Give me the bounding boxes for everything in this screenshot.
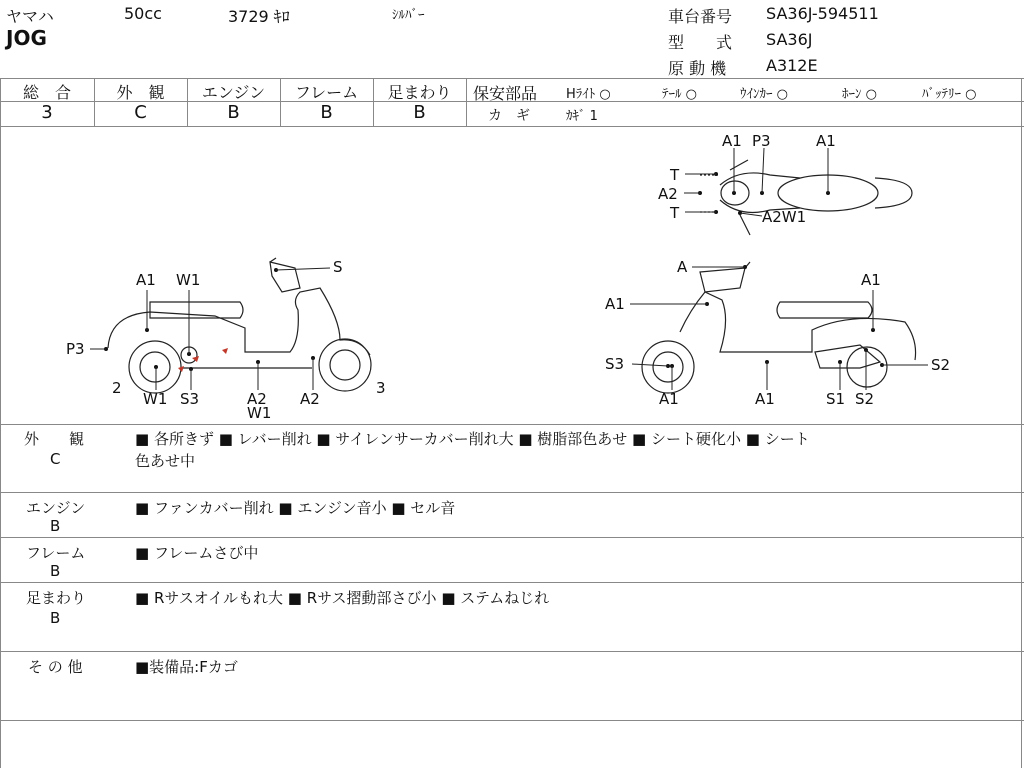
diag-label: S1	[826, 390, 846, 408]
section-exterior-text: ■ 各所きず ■ レバー削れ ■ サイレンサーカバー削れ大 ■ 樹脂部色あせ ■ シート硬化小 ■ シート	[135, 430, 810, 448]
diag-label: A1	[755, 390, 775, 408]
safety-title: 保安部品	[473, 84, 538, 103]
grade-suspension-label: 足まわり	[387, 83, 452, 102]
section-exterior-text2: 色あせ中	[135, 452, 196, 470]
section-exterior-label: 外 観	[24, 430, 85, 448]
diag-label: A1	[136, 271, 156, 289]
grade-overall-label: 総 合	[22, 83, 71, 102]
divider	[466, 78, 467, 126]
diag-label: P3	[66, 340, 85, 358]
diag-label: A2W1	[762, 208, 807, 226]
grade-frame-value: B	[320, 102, 333, 123]
diag-label: A1	[605, 295, 625, 313]
diag-label: A1	[816, 132, 836, 150]
section-other-label: そ の 他	[28, 658, 83, 676]
diag-label: S3	[180, 390, 200, 408]
diag-label: A1	[722, 132, 742, 150]
safety-battery: ﾊﾞｯﾃﾘｰ ○	[922, 87, 977, 102]
section-suspension-label: 足まわり	[26, 589, 87, 607]
grade-engine-value: B	[227, 102, 240, 123]
divider	[0, 424, 1024, 425]
divider	[0, 720, 1024, 721]
divider	[0, 492, 1024, 493]
section-frame-grade: B	[50, 562, 61, 580]
damage-diagram	[0, 126, 1024, 426]
type-label: 型 式	[668, 33, 733, 52]
diag-label: 2	[112, 379, 122, 397]
diag-label: S2	[855, 390, 875, 408]
divider	[0, 582, 1024, 583]
section-exterior-grade: C	[50, 450, 61, 468]
diag-label: T	[670, 166, 680, 184]
section-suspension-grade: B	[50, 609, 61, 627]
color: ｼﾙﾊﾞｰ	[392, 8, 425, 23]
grade-exterior-value: C	[134, 102, 147, 123]
diag-label: A	[677, 258, 688, 276]
section-other-text: ■装備品:Fカゴ	[135, 658, 238, 676]
section-engine-grade: B	[50, 517, 61, 535]
engine-value: A312E	[766, 56, 818, 75]
section-frame-text: ■ フレームさび中	[135, 544, 259, 562]
mileage: 3729 ｷﾛ	[228, 7, 290, 26]
diag-label: A1	[659, 390, 679, 408]
diag-label: P3	[752, 132, 771, 150]
grade-engine-label: エンジン	[201, 83, 266, 102]
grade-frame-label: フレーム	[294, 83, 359, 102]
frame-no-label: 車台番号	[668, 7, 733, 26]
grade-overall-value: 3	[41, 102, 53, 123]
safety-headlight: Hﾗｲﾄ ○	[566, 87, 611, 102]
section-frame-label: フレーム	[26, 544, 86, 562]
grade-suspension-value: B	[413, 102, 426, 123]
diag-label: S2	[931, 356, 951, 374]
divider	[0, 537, 1024, 538]
divider	[0, 651, 1024, 652]
safety-winker: ｳｲﾝｶｰ ○	[740, 87, 788, 102]
maker: ヤマハ	[6, 7, 54, 26]
diag-label: A1	[861, 271, 881, 289]
model-name: JOG	[6, 26, 47, 50]
diag-label: W1	[247, 404, 272, 422]
key-value: ｶｷﾞ 1	[566, 109, 598, 124]
engine-label: 原 動 機	[668, 59, 727, 78]
section-suspension-text: ■ Rサスオイルもれ大 ■ Rサス摺動部さび小 ■ ステムねじれ	[135, 589, 550, 607]
diag-label: A2	[300, 390, 320, 408]
diag-label: 3	[376, 379, 386, 397]
type-value: SA36J	[766, 30, 813, 49]
diag-label: S	[333, 258, 343, 276]
diag-label: A2	[658, 185, 678, 203]
displacement: 50cc	[124, 4, 162, 23]
section-engine-text: ■ ファンカバー削れ ■ エンジン音小 ■ セル音	[135, 499, 456, 517]
grade-exterior-label: 外 観	[116, 83, 165, 102]
diag-label: T	[670, 204, 680, 222]
diag-label: S3	[605, 355, 625, 373]
key-label: カ ギ	[488, 108, 530, 124]
divider	[0, 78, 1024, 79]
frame-no-value: SA36J-594511	[766, 4, 879, 23]
safety-taillight: ﾃｰﾙ ○	[662, 87, 697, 102]
section-engine-label: エンジン	[26, 499, 86, 517]
diag-label: A2	[247, 390, 267, 408]
diag-label: W1	[143, 390, 168, 408]
diag-label: W1	[176, 271, 201, 289]
safety-horn: ﾎｰﾝ ○	[842, 87, 877, 102]
